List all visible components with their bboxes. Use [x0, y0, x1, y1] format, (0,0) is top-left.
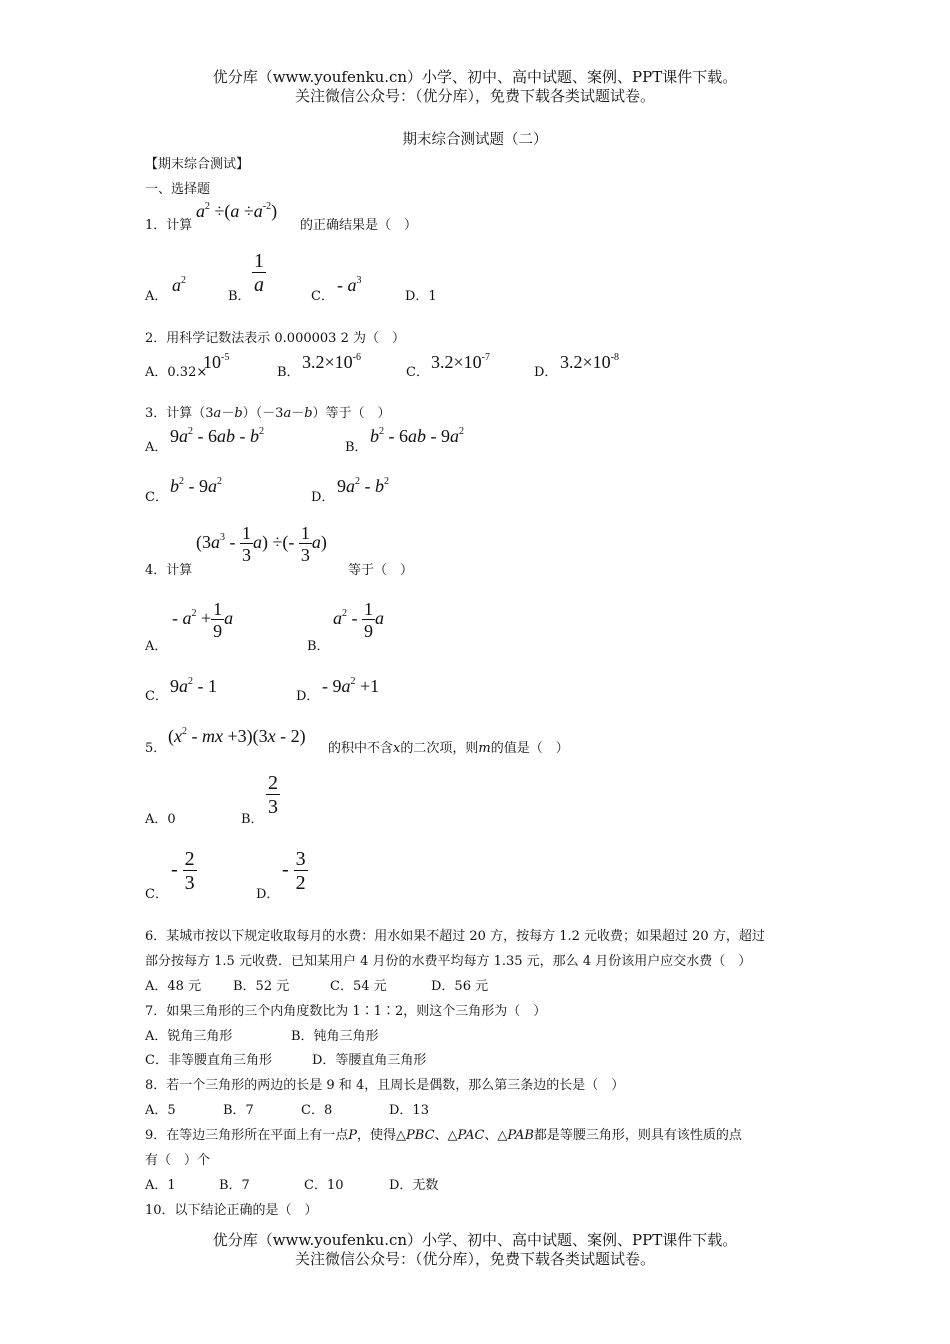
- q4-option-c: C．: [145, 689, 168, 704]
- q5-option-d: D．: [256, 887, 280, 902]
- q9-option-b: B．7: [219, 1178, 250, 1193]
- q8-option-d: D．13: [389, 1103, 429, 1118]
- q7-option-d: D．等腰直角三角形: [312, 1053, 427, 1068]
- q5-option-c-math: - $\frac{2}{3}$: [171, 848, 195, 894]
- q7-text: 7．如果三角形的三个内角度数比为 1∶1∶2，则这个三角形为（ ）: [145, 1004, 547, 1019]
- q9-option-a: A．1: [145, 1178, 176, 1193]
- q9-option-c: C．10: [304, 1178, 344, 1193]
- q8-option-c: C．8: [301, 1103, 333, 1118]
- q4-suffix: 等于（ ）: [348, 563, 414, 578]
- q1-option-a-math: $a^2$: [172, 275, 186, 295]
- q1-option-a: A．: [145, 289, 168, 304]
- q3-option-b: B．: [345, 440, 368, 455]
- q1-option-c-math: - $a^3$: [337, 275, 362, 295]
- footer-line-1: 优分库（www.youfenku.cn）小学、初中、高中试题、案例、PPT课件下载。: [212, 1231, 738, 1249]
- q6-option-d: D．56 元: [431, 979, 489, 994]
- q9-line-2: 有（ ）个: [145, 1153, 211, 1168]
- q2-option-a: A．0.32×: [145, 365, 208, 380]
- q9-line-1: 9．在等边三角形所在平面上有一点P，使得△PBC、△PAC、△PAB都是等腰三角形，则具有该性质的点: [145, 1128, 742, 1143]
- q1-option-d: D．1: [405, 289, 437, 304]
- q6-line-2: 部分按每方 1.5 元收费．已知某用户 4 月份的水费平均每方 1.35 元，那么 4 月份该用户应交水费（ ）: [145, 954, 752, 969]
- q7-option-b: B．钝角三角形: [291, 1029, 379, 1044]
- q2-option-b: B．: [277, 365, 300, 380]
- q2-text: 2．用科学记数法表示 0.000003 2 为（ ）: [145, 331, 405, 346]
- q5-option-a: A．0: [145, 812, 176, 827]
- q4-option-d: D．: [296, 689, 320, 704]
- q6-line-1: 6．某城市按以下规定收取每月的水费：用水如果不超过 20 方，按每方 1.2 元收费；如果超过 20 方，超过: [145, 929, 765, 944]
- q4-option-d-math: - $9a^2 +1$: [322, 676, 380, 696]
- q5-prefix: 5．: [145, 741, 167, 756]
- q3-option-c: C．: [145, 490, 168, 505]
- footer-banner: [0, 1231, 950, 1269]
- q3-option-c-math: $b^2 - 9a^2$: [170, 476, 222, 496]
- q7-option-a: A．锐角三角形: [145, 1029, 233, 1044]
- q9-option-d: D．无数: [389, 1178, 439, 1193]
- page-title: 期末综合测试题（二）: [402, 132, 548, 148]
- q5-expression: ($x^2$ - mx +3)(3x - 2): [168, 726, 306, 746]
- q8-option-a: A．5: [145, 1103, 176, 1118]
- q5-suffix: 的积中不含x的二次项，则m的值是（ ）: [328, 741, 569, 756]
- q4-option-c-math: $9a^2 - 1$: [170, 676, 217, 696]
- q2-option-d-math: $3.2\times 10^{-8}$: [560, 352, 619, 372]
- q8-option-b: B．7: [223, 1103, 254, 1118]
- q2-option-b-math: $3.2\times 10^{-6}$: [302, 352, 361, 372]
- q2-option-d: D．: [534, 365, 558, 380]
- q7-option-c: C．非等腰直角三角形: [145, 1053, 272, 1068]
- q3-option-d: D．: [311, 490, 335, 505]
- header-line-2: 关注微信公众号：（优分库），免费下载各类试题试卷。: [294, 87, 655, 105]
- q3-option-b-math: $b^2 - 6ab - 9a^2$: [370, 426, 464, 446]
- q8-text: 8．若一个三角形的两边的长是 9 和 4，且周长是偶数，那么第三条边的长是（ ）: [145, 1078, 625, 1093]
- q3-option-a: A．: [145, 440, 168, 455]
- q10-text: 10．以下结论正确的是（ ）: [145, 1203, 318, 1218]
- q6-option-a: A．48 元: [145, 979, 202, 994]
- q1-option-b: B．: [228, 289, 251, 304]
- q4-option-b-math: $a^2$ - $\frac{1}{9}$ a: [333, 599, 384, 641]
- q2-option-c: C．: [406, 365, 429, 380]
- q1-expression: $a^2 \div(a \div a^{-2})$: [196, 201, 278, 221]
- q1-prefix: 1．计算: [145, 218, 193, 233]
- q6-option-b: B．52 元: [233, 979, 290, 994]
- q2-option-c-math: $3.2\times 10^{-7}$: [431, 352, 490, 372]
- q4-expression: ($3a^3$ - $\frac{1}{3}$ a) ÷(- $\frac{1}{3}$ a): [196, 523, 327, 565]
- q1-suffix: 的正确结果是（ ）: [300, 218, 418, 233]
- q3-option-d-math: $9a^2 - b^2$: [337, 476, 389, 496]
- q5-option-c: C．: [145, 887, 168, 902]
- q4-option-a-math: - $a^2$ + $\frac{1}{9}$ a: [172, 599, 234, 641]
- header-banner: [0, 68, 950, 106]
- q4-option-a: A．: [145, 639, 168, 654]
- q3-text: 3．计算（3a－b）（－3a－b）等于（ ）: [145, 406, 391, 421]
- q1-option-c: C．: [311, 289, 334, 304]
- q3-option-a-math: $9a^2 - 6ab - b^2$: [170, 426, 264, 446]
- q5-option-d-math: - $\frac{3}{2}$: [282, 848, 306, 894]
- section-tag: 【期末综合测试】: [145, 157, 250, 172]
- q1-option-b-math: $\frac{1}{a}$: [254, 250, 264, 296]
- q4-prefix: 4．计算: [145, 563, 193, 578]
- q2-option-a-math: $10^{-5}$: [203, 352, 230, 372]
- header-line-1: 优分库（www.youfenku.cn）小学、初中、高中试题、案例、PPT课件下载。: [212, 68, 738, 86]
- footer-line-2: 关注微信公众号：（优分库），免费下载各类试题试卷。: [294, 1250, 655, 1268]
- q4-option-b: B．: [307, 639, 330, 654]
- section-heading: 一、选择题: [145, 182, 211, 197]
- q5-option-b-math: $\frac{2}{3}$: [268, 772, 278, 818]
- q5-option-b: B．: [241, 812, 264, 827]
- q6-option-c: C．54 元: [330, 979, 387, 994]
